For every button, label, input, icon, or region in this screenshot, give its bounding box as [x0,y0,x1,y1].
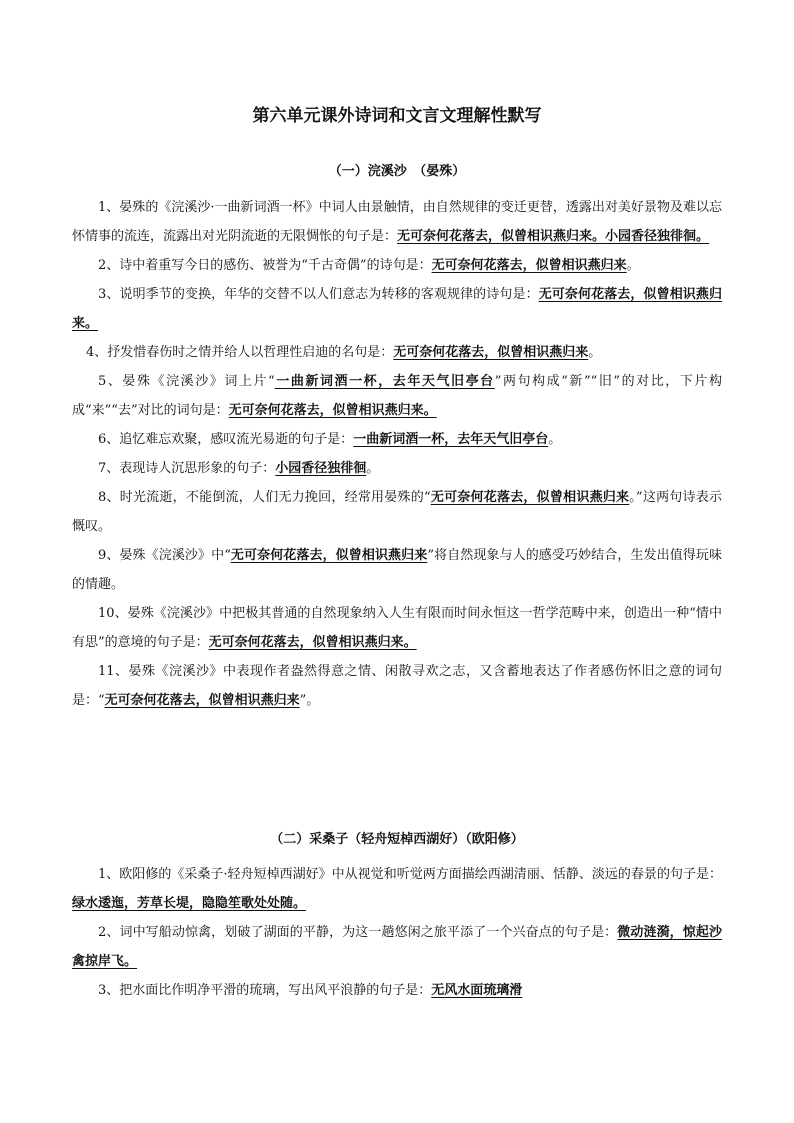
question-item [72,338,722,367]
question-item [72,599,722,657]
question-text: 11、晏殊《浣溪沙》中表现作者盎然得意之情、闲散寻欢之志，又含蓄地表达了作者感伤怀旧之意的词句是：“ [72,664,722,708]
answer-text: 绿水逶迤，芳草长堤，隐隐笙歌处处随。 [72,896,307,911]
question-item [72,280,722,338]
question-text: 1、晏殊的《浣溪沙·一曲新词酒一杯》中词人由景触情，由自然规律的变迁更替，透露出对美好景物及难以忘怀情事的流连，流露出对光阴流逝的无限惆怅的句子是： [72,200,722,244]
question-text: 8、时光流逝，不能倒流，人们无力挽回，经常用晏殊的“ [98,490,431,505]
question-item [72,367,722,425]
question-tail: 。 [366,461,380,476]
answer-text: 小园香径独徘徊 [275,461,367,476]
answer-text: 无风水面琉璃滑 [431,983,523,998]
question-text: 3、说明季节的变换，年华的交替不以人们意志为转移的客观规律的诗句是： [98,287,539,302]
question-item [72,483,722,541]
answer-text: 一曲新词酒一杯，去年天气旧亭台 [353,432,549,447]
question-tail: 。 [626,258,640,273]
question-item [72,976,722,1005]
question-text: 9、晏殊《浣溪沙》中“ [98,548,231,563]
answer-text: 无可奈何花落去，似曾相识燕归来 [430,490,630,505]
question-tail: 。 [588,345,602,360]
answer-text: 无可奈何花落去，似曾相识燕归来。 [208,635,417,650]
question-item [72,918,722,976]
answer-text: 无可奈何花落去，似曾相识燕归来 [431,258,627,273]
section-heading-caisangzi: （二）采桑子（轻舟短棹西湖好）（欧阳修） [270,832,524,847]
question-tail: 。”这两句诗表示慨叹。 [72,490,722,534]
page-title: 第六单元课外诗词和文言文理解性默写 [252,106,542,126]
question-item [72,541,722,599]
question-tail: ”将自然现象与人的感受巧妙结合，生发出值得玩味的情趣。 [72,548,722,592]
section-1-items [72,193,722,715]
answer-text: 无可奈何花落去，似曾相识燕归来 [230,548,428,563]
question-text: 7、表现诗人沉思形象的句子： [98,461,276,476]
question-item [72,193,722,251]
answer-text: 微动涟漪，惊起沙禽掠岸飞。 [72,925,722,969]
question-tail: 。 [548,432,562,447]
answer-text: 无可奈何花落去，似曾相识燕归来。 [72,287,722,331]
question-item [72,454,722,483]
answer-text-2: 无可奈何花落去，似曾相识燕归来。 [228,403,437,418]
question-tail: ”两句构成“新”“旧”的对比，下片构成“来”“去”对比的词句是： [72,374,722,418]
question-text: 4、抒发惜春伤时之情并给人以哲理性启迪的名句是： [86,345,394,360]
section-2-items [72,860,722,1005]
question-item [72,425,722,454]
question-item [72,657,722,715]
question-text: 1、欧阳修的《采桑子·轻舟短棹西湖好》中从视觉和听觉两方面描绘西湖清丽、恬静、淡远的春景的句子是： [98,867,722,882]
question-tail: ”。 [299,693,320,708]
answer-text: 一曲新词酒一杯，去年天气旧亭台 [274,374,495,389]
section-heading-huanxisha: （一）浣溪沙 （晏殊） [328,164,466,179]
question-text: 10、晏殊《浣溪沙》中把极其普通的自然现象纳入人生有限而时间永恒这一哲学范畴中来，创造出一种“情中有思”的意境的句子是： [72,606,722,650]
question-text: 3、把水面比作明净平滑的琉璃，写出风平浪静的句子是： [98,983,432,998]
question-text: 2、诗中着重写今日的感伤、被誉为“千古奇偶”的诗句是： [98,258,432,273]
question-text: 5、晏殊《浣溪沙》词上片“ [98,374,275,389]
question-item [72,860,722,918]
question-text: 6、追忆难忘欢聚，感叹流光易逝的句子是： [98,432,354,447]
answer-text: 无可奈何花落去，似曾相识燕归来 [393,345,589,360]
answer-text: 无可奈何花落去，似曾相识燕归来 [104,693,300,708]
question-item [72,251,722,280]
question-text: 2、词中写船动惊禽，划破了湖面的平静，为这一趟悠闲之旅平添了一个兴奋点的句子是： [98,925,618,940]
answer-text: 无可奈何花落去，似曾相识燕归来。小园香径独徘徊。 [397,229,710,244]
